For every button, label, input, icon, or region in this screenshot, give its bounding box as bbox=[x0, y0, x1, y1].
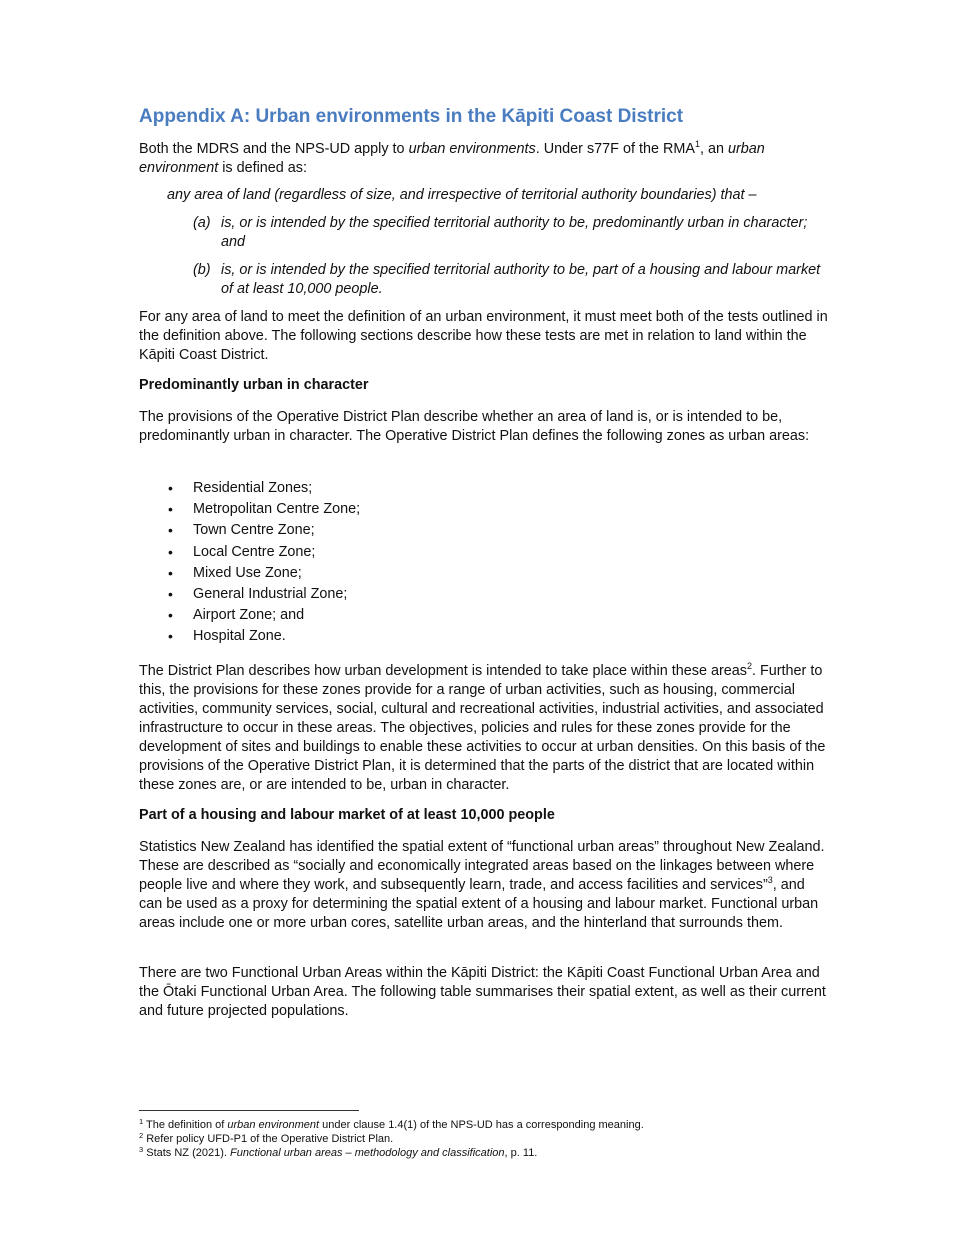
urban-character-paragraph: The provisions of the Operative District Plan describe whether an area of land is, or is intended to be, predominantly urban in character. The Operative District Plan defines the following zones as urban areas: bbox=[139, 409, 810, 444]
functional-urban-areas-paragraph: Statistics New Zealand has identified the spatial extent of “functional urban areas” throughout New Zealand. These are described as “socially and economically integrated areas based on the linkages between where people live and where they work, and subsequently learn, trade, and access facilities and services”$^3$, and can be used as a proxy for determining the spatial extent of a housing and labour market. Functional urban areas include one or more urban cores, satellite urban areas, and the hinterland that surrounds them. bbox=[139, 839, 825, 931]
item-label: (a) bbox=[193, 215, 211, 231]
footnote-ref-2[interactable]: 2 bbox=[746, 661, 752, 671]
bullet-icon: • bbox=[168, 585, 173, 602]
footnote-ref-3[interactable]: 3 bbox=[767, 875, 773, 885]
intro-paragraph: Both the MDRS and the NPS-UD apply to urban environments. Under s77F of the RMA$^1$, an urban environment is defined as: bbox=[139, 139, 765, 176]
urban-zones-list bbox=[139, 478, 360, 648]
bullet-icon: • bbox=[168, 607, 173, 624]
bullet-icon: • bbox=[168, 522, 173, 539]
item-text: is, or is intended by the specified territorial authority to be, predominantly urban in character; and bbox=[221, 215, 808, 250]
list-item: • Residential Zones; bbox=[139, 478, 360, 499]
list-item: • General Industrial Zone; bbox=[139, 584, 360, 605]
tests-paragraph: For any area of land to meet the definition of an urban environment, it must meet both of the tests outlined in the definition above. The following sections describe how these tests are met in relation to land within the Kāpiti Coast District. bbox=[139, 309, 828, 363]
bullet-icon: • bbox=[168, 480, 173, 496]
list-item: • Hospital Zone. bbox=[139, 626, 360, 647]
list-item: • Metropolitan Centre Zone; bbox=[139, 499, 360, 520]
kapiti-fua-paragraph: There are two Functional Urban Areas within the Kāpiti District: the Kāpiti Coast Functional Urban Area and the Ōtaki Functional Urban Area. The following table summarises their spatial extent, as well as their current and future projected populations. bbox=[139, 965, 826, 1019]
bullet-icon: • bbox=[168, 564, 173, 581]
list-item: • Local Centre Zone; bbox=[139, 542, 360, 563]
footnote-2: $^2$ Refer policy UFD-P1 of the Operative District Plan. bbox=[139, 1131, 394, 1145]
footnote-1: $^1$ The definition of urban environment under clause 1.4(1) of the NPS-UD has a corresponding meaning. bbox=[139, 1117, 644, 1131]
item-text: is, or is intended by the specified territorial authority to be, part of a housing and labour market of at least 10,000 people. bbox=[221, 262, 821, 297]
district-plan-paragraph: The District Plan describes how urban development is intended to take place within these areas$^2$. Further to this, the provisions for these zones provide for a range of urban activities, such as housing, commercial activities, community services, social, cultural and recreational activities, industrial activities, and associated infrastructure to occur in these areas. The objectives, policies and rules for these zones provide for the development of sites and buildings to enable these activities to occur at urban densities. On this basis of the provisions of the Operative District Plan, it is determined that the parts of the district that are located within these zones are, or are intended to be, urban in character. bbox=[139, 661, 826, 793]
footnote-ref-1[interactable]: 1 bbox=[694, 139, 700, 149]
bullet-icon: • bbox=[168, 543, 173, 560]
item-label: (b) bbox=[193, 262, 211, 278]
bullet-icon: • bbox=[168, 628, 173, 645]
definition-item-b bbox=[193, 261, 823, 299]
section-heading-urban-character: Predominantly urban in character bbox=[139, 377, 369, 393]
footnote-3: $^3$ Stats NZ (2021). Functional urban areas – methodology and classification, p. 11. bbox=[139, 1145, 538, 1159]
footnote-separator bbox=[139, 1110, 359, 1111]
section-heading-housing-market: Part of a housing and labour market of at least 10,000 people bbox=[139, 807, 555, 823]
definition-item-a bbox=[193, 214, 823, 252]
list-item: • Town Centre Zone; bbox=[139, 520, 360, 541]
list-item: • Mixed Use Zone; bbox=[139, 563, 360, 584]
list-item: • Airport Zone; and bbox=[139, 605, 360, 626]
page-title: Appendix A: Urban environments in the Kāpiti Coast District bbox=[139, 106, 684, 127]
bullet-icon: • bbox=[168, 501, 173, 518]
definition-lead: any area of land (regardless of size, and irrespective of territorial authority boundaries) that – bbox=[167, 187, 757, 203]
